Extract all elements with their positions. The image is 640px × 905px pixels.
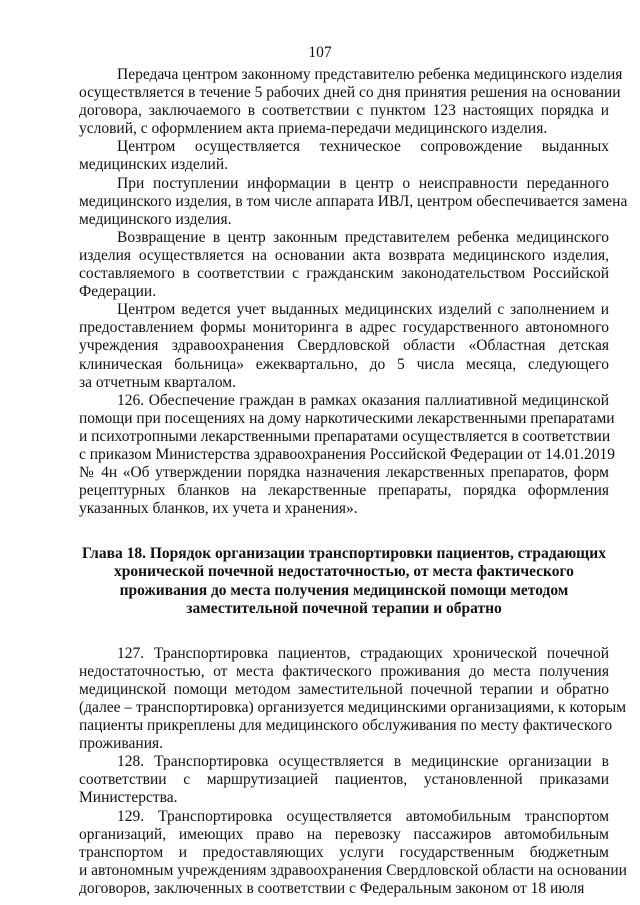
body-paragraph [79,807,627,898]
heading-line: заместительной почечной терапии и обратно [186,599,502,617]
paragraph-line: Центром осуществляется техническое сопровождение выданных [117,138,609,156]
page-number: 107 [308,44,332,61]
paragraph-line: клиническая больница» ежеквартально, до 5 числа месяца, следующего [79,355,609,373]
body-paragraph [79,229,609,301]
document-body [79,66,628,898]
paragraph-line: договоров, заключенных в соответствии с Федеральным законом от 18 июля [79,879,585,897]
paragraph-line: 128. Транспортировка осуществляется в медицинские организации в [117,753,609,771]
paragraph-line: и автономным учреждениям здравоохранения Свердловской области на основании [79,861,627,879]
paragraph-line: медицинского изделия. [79,210,232,228]
body-paragraph [79,138,609,174]
paragraph-line: составляемого в соответствии с гражданским законодательством Российской [79,265,609,283]
paragraph-line: транспортом и предоставляющих услуги государственным бюджетным [79,843,609,861]
paragraph-line: условий, с оформлением акта приема-передачи медицинского изделия. [79,120,548,138]
paragraph-line: проживания. [79,735,164,753]
paragraph-line: № 4н «Об утверждении порядка назначения лекарственных препаратов, форм [79,464,609,482]
paragraph-line: договора, заключаемого в соответствии с пунктом 123 настоящих порядка и [79,102,609,120]
paragraph-line: медицинских изделий. [79,156,228,174]
paragraph-line: за отчетным кварталом. [79,373,236,391]
paragraph-line: пациенты прикреплены для медицинского обслуживания по месту фактического [79,717,613,735]
paragraph-line: При поступлении информации в центр о неисправности переданного [117,174,609,192]
heading-line: Глава 18. Порядок организации транспортировки пациентов, страдающих [82,545,606,563]
body-paragraph [79,644,627,754]
paragraph-line: Возвращение в центр законным представителем ребенка медицинского [117,228,609,246]
paragraph-line: 129. Транспортировка осуществляется автомобильным транспортом [117,807,609,825]
paragraphs-after-heading [79,644,627,898]
paragraph-line: осуществляется в течение 5 рабочих дней со дня принятия решения на основании [79,84,621,102]
heading-line: проживания до места получения медицинской помощи методом [119,581,569,599]
paragraph-line: и психотропными лекарственными препаратами осуществляется в соответствии [79,427,611,445]
paragraph-line: указанных бланков, их учета и хранения». [79,500,358,518]
body-paragraph [79,391,616,519]
heading-line: хронической почечной недостаточностью, от места фактического [114,563,574,581]
paragraph-line: рецептурных бланков на лекарственные препараты, порядка оформления [79,482,609,500]
paragraph-line: медицинской помощи методом заместительной почечной терапии и обратно [79,680,609,698]
body-paragraph [79,753,609,807]
paragraph-line: Федерации. [79,283,157,301]
paragraph-line: с приказом Министерства здравоохранения Российской Федерации от 14.01.2019 [79,445,616,463]
paragraph-line: соответствии с маршрутизацией пациентов, установленной приказами [79,771,609,789]
paragraph-line: Министерства. [79,789,178,807]
paragraph-line: помощи при посещениях на дому наркотическими лекарственными препаратами [79,409,615,427]
paragraph-line: учреждения здравоохранения Свердловской области «Областная детская [79,337,609,355]
paragraph-line: Центром ведется учет выданных медицинских изделий с заполнением и [117,301,609,319]
paragraph-line: организаций, имеющих право на перевозку пассажиров автомобильным [79,825,609,843]
body-paragraph [79,174,628,229]
paragraph-line: предоставлением формы мониторинга в адрес государственного автономного [79,319,609,337]
paragraph-line: медицинского изделия, в том числе аппарата ИВЛ, центром обеспечивается замена [79,192,628,210]
paragraphs-before-heading [79,66,628,518]
paragraph-line: изделия осуществляется на основании акта возврата медицинского изделия, [79,246,609,264]
paragraph-line: (далее – транспортировка) организуется медицинскими организациями, к которым [79,699,627,716]
body-paragraph [79,66,623,138]
paragraph-line: Передача центром законному представителю ребенка медицинского изделия [117,66,623,83]
chapter-18-heading [79,545,609,617]
paragraph-line: 127. Транспортировка пациентов, страдающих хронической почечной [117,644,609,662]
paragraph-line: 126. Обеспечение граждан в рамках оказания паллиативной медицинской [117,391,609,409]
paragraph-line: недостаточностью, от места фактического проживания до места получения [79,662,609,680]
body-paragraph [79,301,609,391]
